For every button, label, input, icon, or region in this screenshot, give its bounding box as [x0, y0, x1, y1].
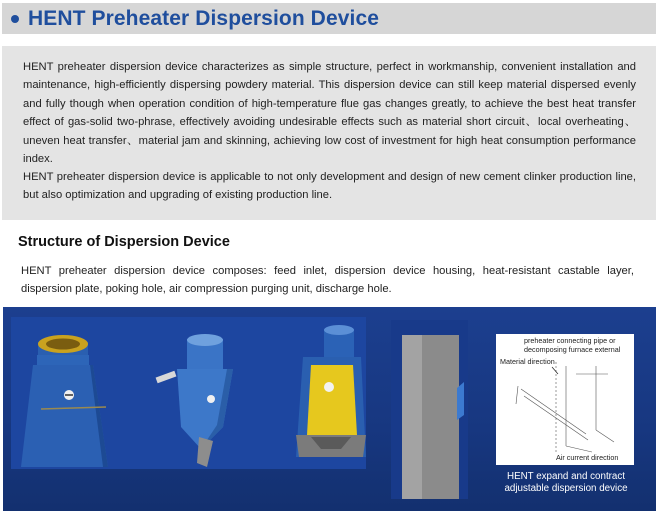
- device-render-images: [11, 317, 366, 469]
- diagram-drawing: [496, 334, 634, 465]
- title-bar: [2, 3, 656, 34]
- diagram-caption: HENT expand and contract adjustable dispersion device: [504, 471, 628, 494]
- device-render-side: [156, 334, 233, 467]
- bullet-icon: [11, 15, 19, 23]
- structure-title: Structure of Dispersion Device: [18, 234, 230, 250]
- structure-text: HENT preheater dispersion device composes: feed inlet, dispersion device housing, heat-resistant castable layer, dispersion plate, poking hole, air compression purging unit, discharge hole.: [21, 265, 634, 296]
- pipe-image: [391, 320, 468, 499]
- dispersion-diagram: [496, 334, 634, 465]
- device-renders: [11, 317, 366, 469]
- diagram-label-material: Material direction: [500, 357, 555, 366]
- description-box: [2, 46, 656, 220]
- pipe-photo: [391, 320, 468, 499]
- photo-panel: [3, 307, 656, 511]
- device-render-front: [21, 335, 108, 467]
- description-paragraph-1: HENT preheater dispersion device characterizes as simple structure, perfect in workmanship, convenient installation and maintenance, high-efficiently dispersing powdery material. This dispersion device can still keep material dispersed evenly and fully though when operation condition of high-temperature flue gas changes greatly, to achieve the best heat transfer effect of gas-solid two-phrase, effectively avoiding undesirable effects such as material short circuit、local overheating、uneven heat transfer、material jam and skinning, achieving low cost of investment for high heat consumption performance index.: [23, 61, 636, 166]
- device-render-cutaway: [296, 325, 366, 457]
- page-title: HENT Preheater Dispersion Device: [28, 6, 380, 30]
- description-paragraph-2: HENT preheater dispersion device is applicable to not only development and design of new cement clinker production line, but also optimization and upgrading of existing production line.: [23, 171, 636, 202]
- diagram-label-top: preheater connecting pipe or decomposing furnace external: [524, 336, 621, 354]
- diagram-label-air: Air current direction: [556, 453, 619, 462]
